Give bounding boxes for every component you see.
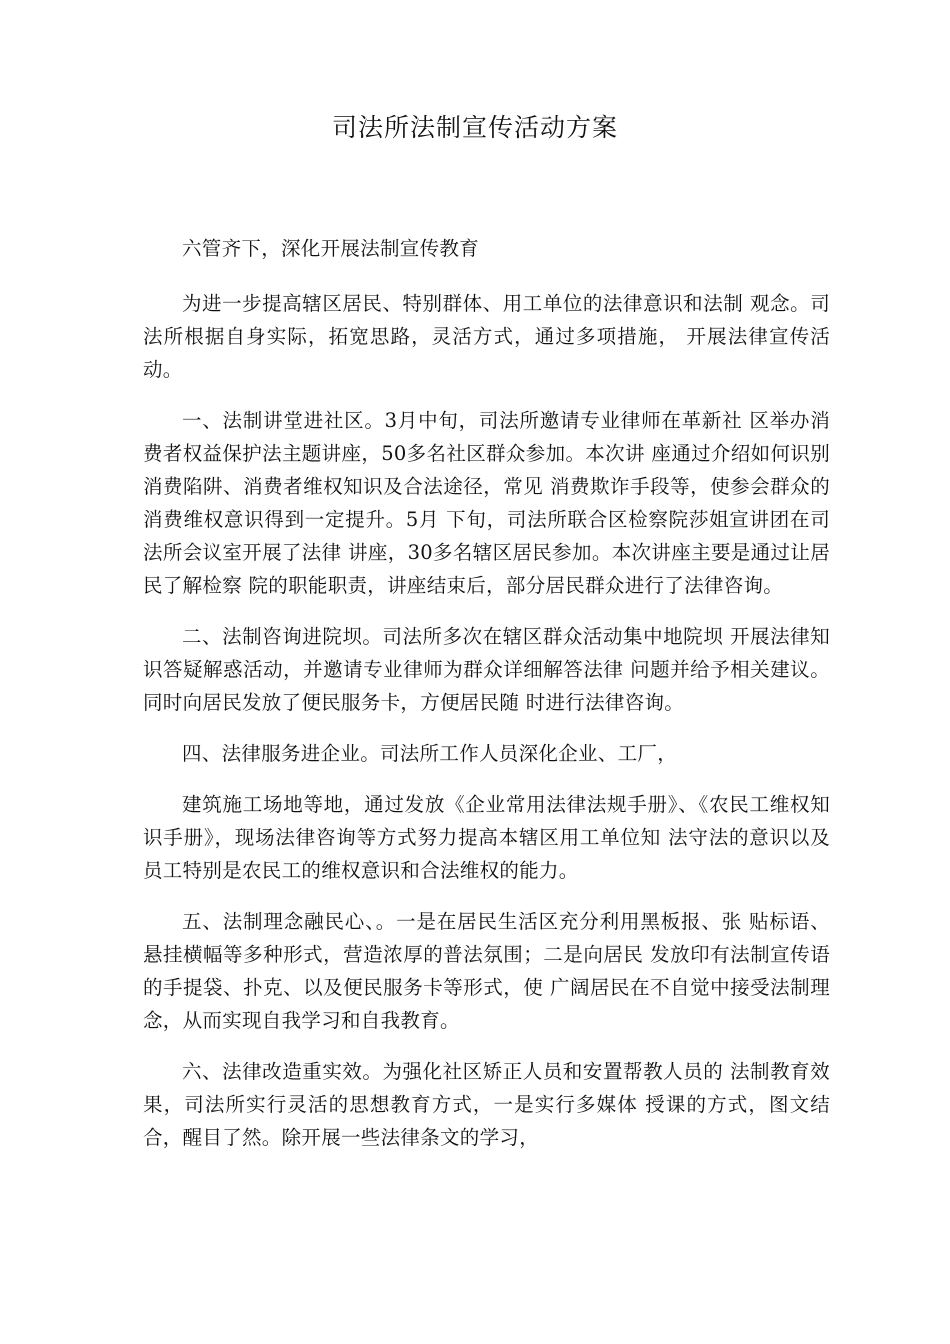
paragraph-community-lecture: 一、法制讲堂进社区。3月中旬，司法所邀请专业律师在革新社 区举办消费者权益保护法主题讲座，50多名社区群众参加。本次讲 座通过介绍如何识别消费陷阱、消费者维权知识及合法途径，常见 消费欺诈手段等，使参会群众的消费维权意识得到一定提升。5月 下旬，司法所联合区检察院莎姐宣讲团在司法所会议室开展了法律 讲座，30多名辖区居民参加。本次讲座主要是通过让居民了解检察 院的职能职责，讲座结束后，部分居民群众进行了法律咨询。 <box>143 409 830 597</box>
paragraph-legal-reform: 六、法律改造重实效。为强化社区矫正人员和安置帮教人员的 法制教育效果，司法所实行灵活的思想教育方式，一是实行多媒体 授课的方式，图文结合，醒目了然。除开展一些法律条文的学习， <box>143 1060 830 1149</box>
document-title: 司法所法制宣传活动方案 <box>331 113 618 142</box>
document-body <box>143 232 830 1172</box>
intro-paragraph: 为进一步提高辖区居民、特别群体、用工单位的法律意识和法制 观念。司法所根据自身实际，拓宽思路，灵活方式，通过多项措施， 开展法律宣传活动。 <box>143 292 830 381</box>
paragraph-construction-sites: 建筑施工场地等地，通过发放《企业常用法律法规手册》、《农民工维权知识手册》，现场法律咨询等方式努力提高本辖区用工单位知 法守法的意识以及员工特别是农民工的维权意识和合法维权的能力。 <box>143 793 830 882</box>
paragraph-enterprise-service: 四、法律服务进企业。司法所工作人员深化企业、工厂， <box>182 742 678 765</box>
paragraph-courtyard-consulting: 二、法制咨询进院坝。司法所多次在辖区群众活动集中地院坝 开展法律知识答疑解惑活动，并邀请专业律师为群众详细解答法律 问题并给予相关建议。同时向居民发放了便民服务卡，方便居民随 时进行法律咨询。 <box>143 625 830 714</box>
section-heading: 六管齐下，深化开展法制宣传教育 <box>182 237 480 260</box>
paragraph-legal-concepts: 五、法制理念融民心、。一是在居民生活区充分利用黑板报、张 贴标语、悬挂横幅等多种形式，营造浓厚的普法氛围；二是向居民 发放印有法制宣传语的手提袋、扑克、以及便民服务卡等形式，使 广阔居民在不自觉中接受法制理念，从而实现自我学习和自我教育。 <box>143 910 830 1032</box>
